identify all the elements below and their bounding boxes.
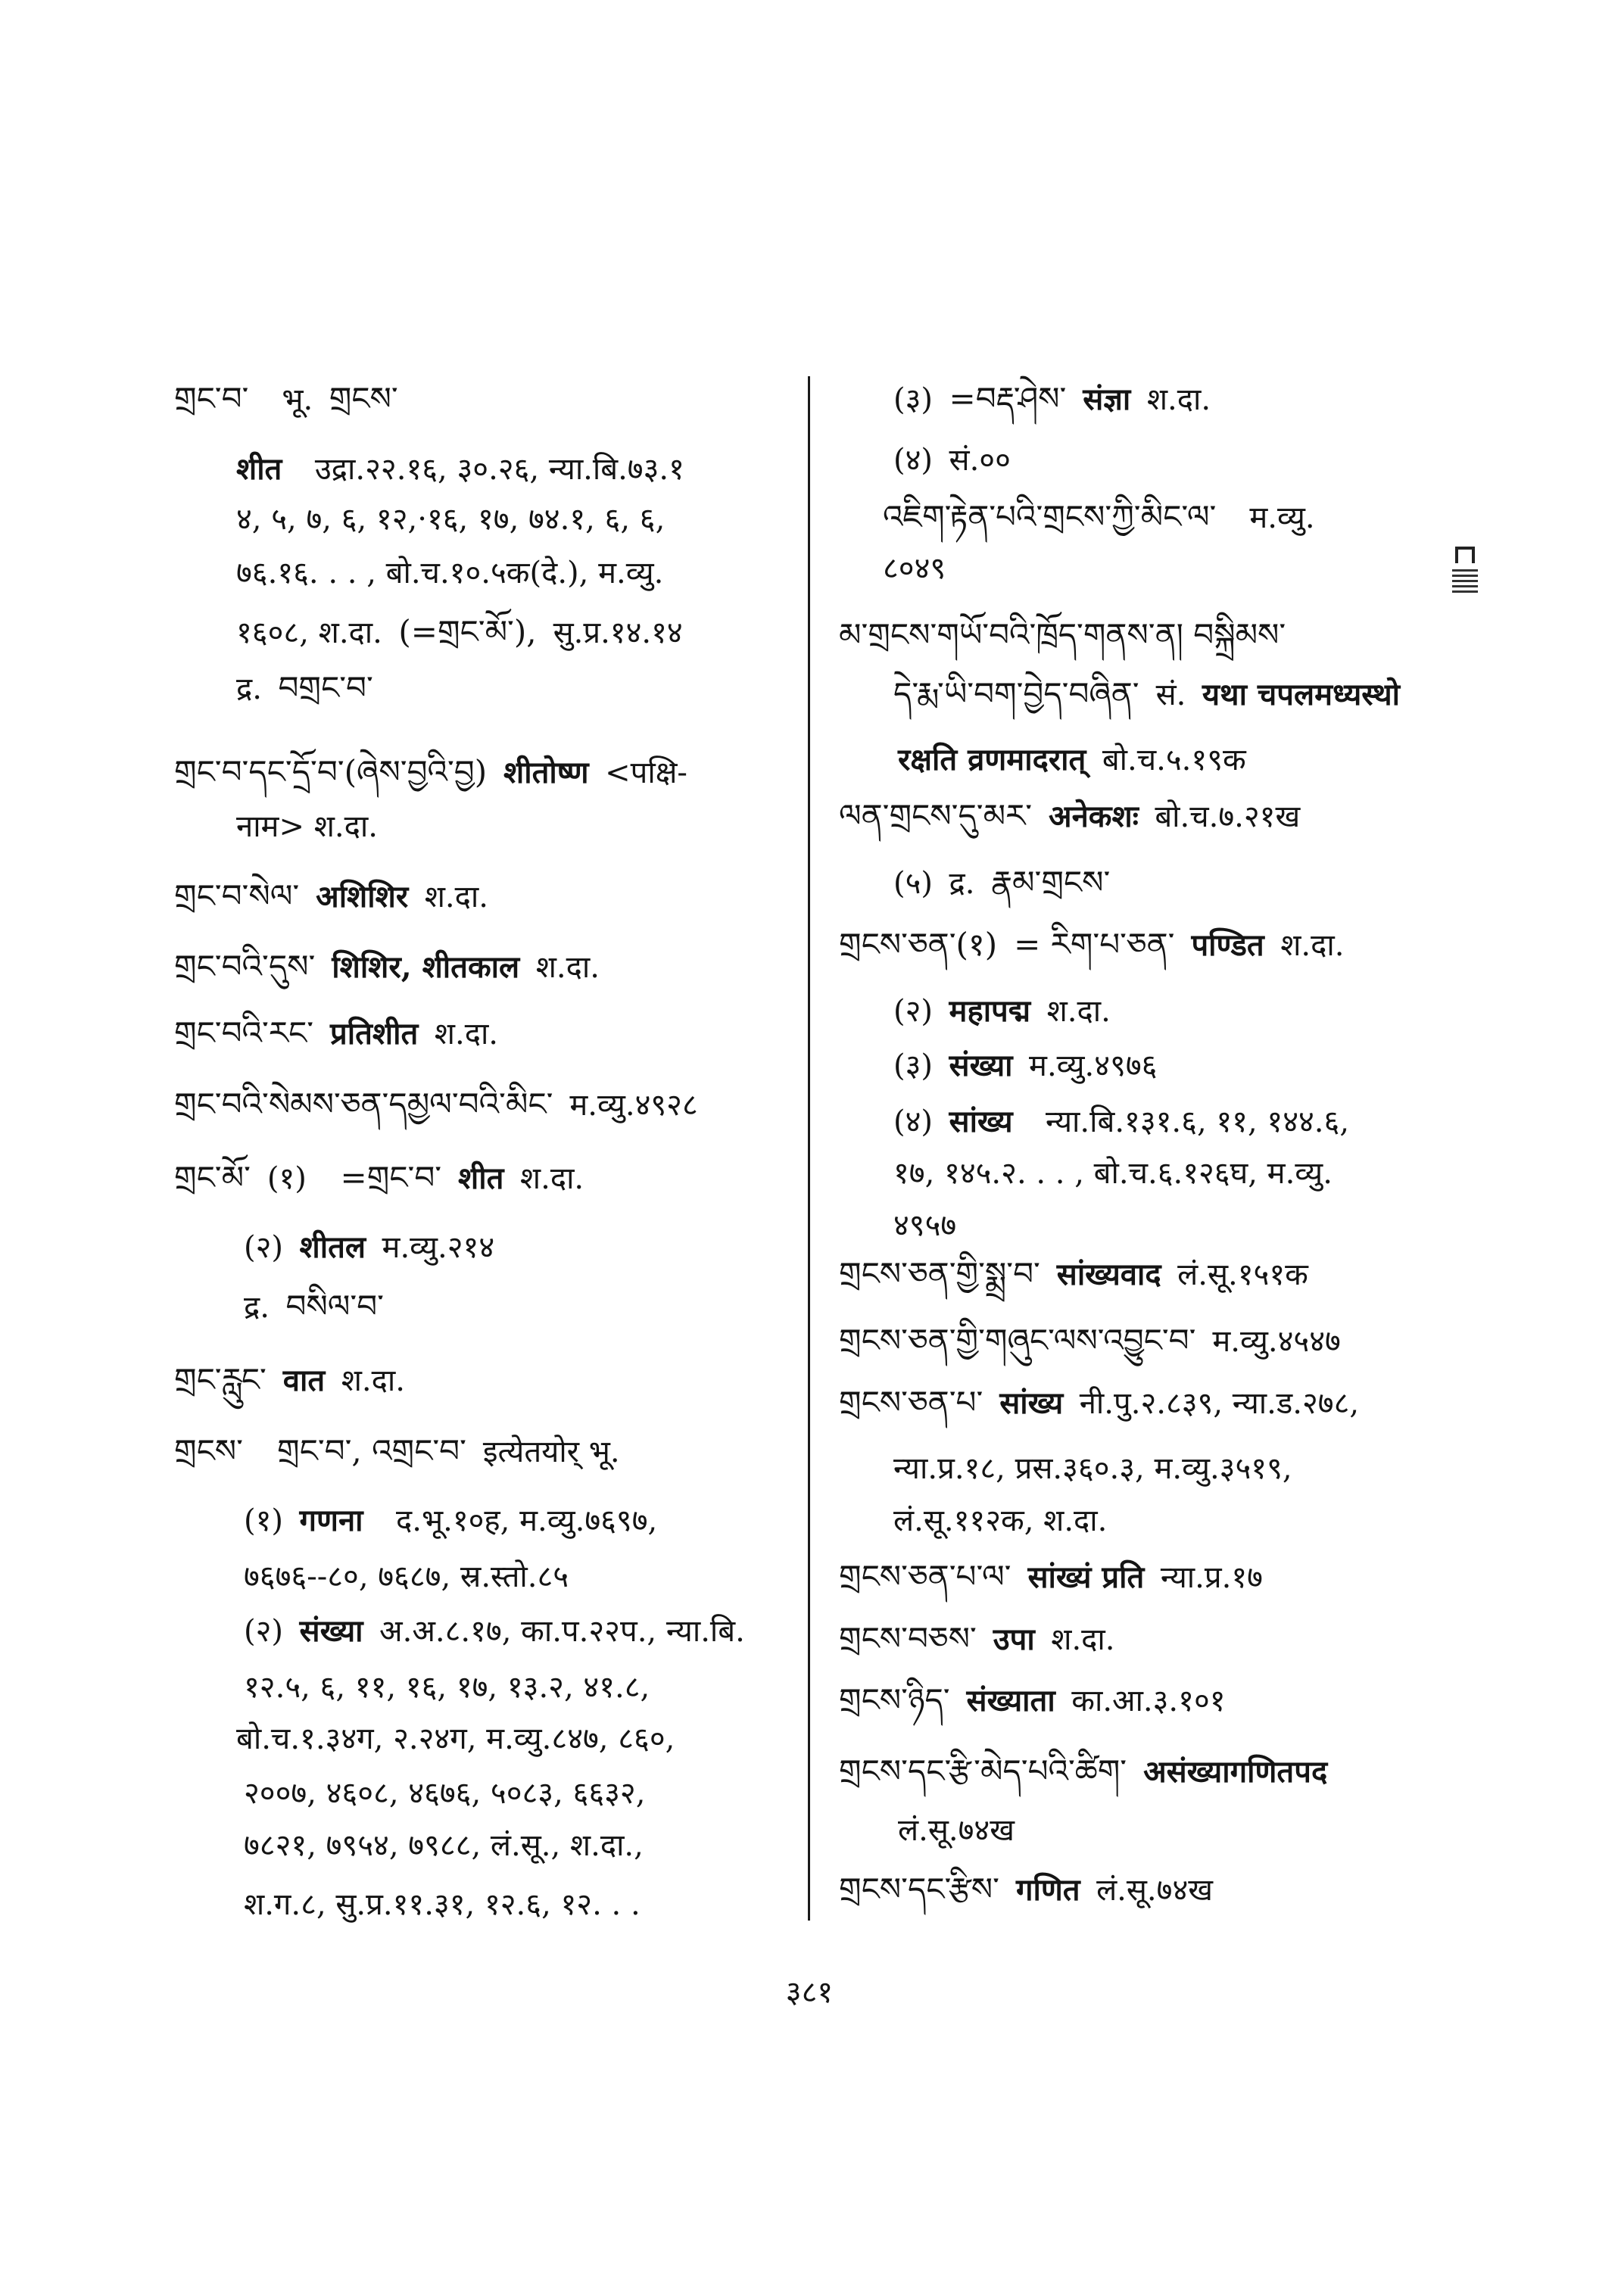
entry-line <box>236 498 672 541</box>
citation: ७८२१, ७९५४, ७९८८, लं.सू., श.दा., <box>244 1828 644 1863</box>
tibetan-term: གྲངས་ཅན་(१) <box>839 926 998 963</box>
citation: ७६७६--८०, ७६८७, स्र.स्तो.८५ <box>244 1559 569 1594</box>
entry-line <box>174 1012 505 1055</box>
thumb-index-mark <box>1452 547 1478 597</box>
citation: श.दा. <box>519 1161 584 1196</box>
thumb-index-bar <box>1452 575 1478 577</box>
sense-number: (१) <box>267 1161 307 1196</box>
thumb-index-bar <box>1452 585 1478 587</box>
tibetan-term: གྲང་བའི་དུས་ <box>174 948 316 985</box>
tibetan-synonym: =བརྡ་ཤེས་ <box>949 380 1067 417</box>
entry-line <box>893 1500 1114 1542</box>
sense-number: (२) <box>893 994 934 1029</box>
citation: उद्रा.२२.१६, ३०.२६, न्या.बि.७३.१ <box>314 452 684 487</box>
entry-line <box>236 1718 681 1760</box>
citation: ७६.१६. . . , बो.च.१०.५क(दे.), म.व्यु. <box>236 556 664 590</box>
entry-line <box>174 875 495 918</box>
entry-line <box>236 805 385 848</box>
tibetan-term: གྲངས་བཅས་ <box>839 1620 977 1657</box>
sanskrit-equivalent: सांख्य <box>949 1104 1013 1139</box>
entry-line <box>244 1556 575 1598</box>
citation: श.दा. <box>1280 928 1345 963</box>
entry-line <box>839 924 1351 967</box>
citation: सु.प्र.१४.१४ <box>553 615 683 650</box>
entry-line <box>893 673 1407 716</box>
entry-line <box>839 1382 1366 1425</box>
tibetan-term: གྲང་བ་ <box>174 380 249 417</box>
sense-number: (१) <box>244 1503 284 1538</box>
entry-line <box>839 614 1292 657</box>
sanskrit-equivalent: सांख्यवाद <box>1056 1257 1161 1292</box>
entry-line <box>174 751 694 794</box>
entry-line <box>893 861 1117 905</box>
tibetan-synonym: (=གྲང་མོ་), <box>398 613 537 650</box>
tibetan-term: གྲངས་ཅན་པ་ <box>839 1384 983 1421</box>
entry-line <box>893 1101 1356 1143</box>
entry-line <box>174 1359 412 1402</box>
entry-line <box>244 1883 647 1926</box>
cross-reference-label: द्र. <box>244 1290 270 1325</box>
entry-line <box>839 1556 1270 1599</box>
entry-line <box>893 1204 963 1247</box>
thumb-index-bar <box>1452 580 1478 582</box>
thumb-index-bar <box>1452 590 1478 593</box>
tibetan-term: འཇིག་རྟེན་པའི་གྲངས་ཀྱི་མིང་ལ་ <box>883 498 1217 535</box>
tibetan-term: གྲང་བ་སེལ་ <box>174 877 300 914</box>
citation: नी.पु.२.८३९, न्या.ड.२७८, <box>1079 1386 1360 1421</box>
tibetan-term: གྲང་བའི་རང་ <box>174 1014 314 1051</box>
sanskrit-equivalent: संज्ञा <box>1083 382 1131 417</box>
entry-line <box>898 739 1253 781</box>
sanskrit-equivalent: असंख्यागणितपद <box>1143 1754 1328 1790</box>
sanskrit-equivalent: पण्डित <box>1191 927 1264 963</box>
citation: श.दा. <box>1046 994 1111 1029</box>
entry-line <box>236 552 670 594</box>
entry-line <box>883 547 952 590</box>
page-number: ३८१ <box>785 1975 834 2010</box>
sanskrit-equivalent: शीत <box>458 1161 504 1196</box>
cross-reference-label: द्र. <box>236 671 262 706</box>
entry-line <box>898 1809 1021 1852</box>
citation: २००७, ४६०८, ४६७६, ५०८३, ६६३२, <box>244 1776 646 1811</box>
entry-line <box>893 439 1018 481</box>
sanskrit-equivalent: संख्या <box>299 1613 363 1649</box>
entry-line <box>839 1253 1315 1296</box>
entry-line <box>839 795 1307 838</box>
entry-line <box>174 1083 705 1126</box>
citation: म.व्यु. <box>1249 500 1315 535</box>
tibetan-term: གྲངས་ཉིད་ <box>839 1681 950 1718</box>
sense-number: (३) <box>893 1048 934 1083</box>
sanskrit-equivalent: सांख्य <box>999 1385 1064 1421</box>
sense-number: (३) <box>893 382 934 417</box>
tibetan-term: གྲངས་ <box>174 1432 243 1469</box>
tibetan-verse: མ་གྲངས་གཡོ་བའི་ཁྲོད་གནས་ན། བསྐྲིམས་ <box>839 616 1286 653</box>
entry-line <box>244 1500 664 1542</box>
gloss: <पक्षि- <box>605 756 687 790</box>
tibetan-term: གྲང་མོ་ <box>174 1159 251 1196</box>
sense-number: (२) <box>244 1614 284 1649</box>
entry-line <box>236 611 690 654</box>
citation: लं.सू.१५१क <box>1177 1257 1308 1292</box>
tibetan-term: གྲངས་ <box>329 380 398 417</box>
entry-line <box>893 1447 1298 1490</box>
entry-line <box>893 378 1217 421</box>
entry-line <box>839 1868 1220 1911</box>
citation: श.ग.८, सु.प्र.११.३१, १२.६, १२. . . <box>244 1887 641 1922</box>
citation: द.भू.१०ह, म.व्यु.७६९७, <box>396 1503 658 1538</box>
citation: अ.अ.८.१७, का.प.२२प., न्या.बि. <box>379 1614 745 1649</box>
grammar-label: इत्येतयोर् भू. <box>482 1435 620 1469</box>
citation: सं.०० <box>949 443 1011 478</box>
tibetan-term: གྲངས་དང་རྩི་མེད་པའི་ཚིག་ <box>839 1752 1127 1790</box>
tibetan-term: བསིལ་བ་ <box>285 1288 384 1325</box>
sanskrit-equivalent: अनेकशः <box>1049 799 1139 834</box>
citation: न्या.प्र.१७ <box>1160 1560 1263 1595</box>
citation: श.दा. <box>1146 382 1211 417</box>
sanskrit-equivalent: वात <box>282 1363 326 1398</box>
sanskrit-equivalent: शिशिर, शीतकाल <box>332 949 520 985</box>
entry-line <box>893 1152 1339 1195</box>
citation: ४९५७ <box>893 1208 957 1243</box>
citation: न्या.प्र.१८, प्रस.३६०.३, म.व्यु.३५१९, <box>893 1451 1292 1486</box>
citation: न्या.बि.१३१.६, ११, १४४.६, <box>1046 1104 1350 1139</box>
entry-line <box>839 1618 1121 1661</box>
sense-number: (४) <box>893 443 934 478</box>
gloss: नाम> श.दा. <box>236 809 378 844</box>
citation: ८०४९ <box>883 551 946 586</box>
tibetan-term: གྲང་རླུང་ <box>174 1361 267 1398</box>
citation: लं.सू.११२क, श.दा. <box>893 1503 1108 1538</box>
entry-line <box>839 1679 1232 1722</box>
sanskrit-equivalent: गणित <box>1015 1872 1080 1908</box>
entry-line <box>839 1319 1348 1363</box>
entry-line <box>244 1610 752 1653</box>
sanskrit-equivalent: महापद्म <box>949 993 1031 1029</box>
tibetan-term: གྲངས་ཅན་གྱི་གཞུང་ལས་འབྱུང་བ་ <box>839 1322 1196 1359</box>
citation: बो.च.७.२१ख <box>1155 799 1301 834</box>
sanskrit-equivalent: शीतल <box>299 1229 366 1265</box>
left-column <box>151 0 803 2293</box>
sanskrit-equivalent: शीत <box>236 451 282 487</box>
tibetan-term: རྣམ་གྲངས་ <box>991 864 1111 901</box>
sanskrit-verse: यथा चपलमध्यस्थो <box>1202 677 1400 712</box>
tibetan-term: བགྲང་བ་ <box>278 669 373 706</box>
tibetan-term: ལན་གྲངས་དུ་མར་ <box>839 797 1033 834</box>
entry-line <box>236 667 380 710</box>
sense-number: (४) <box>893 1104 934 1139</box>
citation: श.दा. <box>341 1363 405 1398</box>
citation: लं.सू.७४ख <box>898 1813 1015 1848</box>
thumb-index-glyph <box>1455 547 1475 563</box>
entry-line <box>174 378 405 421</box>
tibetan-term: གྲངས་དང་རྩིས་ <box>839 1871 999 1908</box>
citation: ४, ५, ७, ६, १२,·१६, १७, ७४.१, ६, ६, <box>236 502 665 537</box>
tibetan-term: གྲངས་ཅན་གྱི་སྨྲ་བ་ <box>839 1255 1040 1292</box>
language-label: सं. <box>1155 678 1186 712</box>
citation: म.व्यु.४९७६ <box>1029 1048 1158 1083</box>
sanskrit-equivalent: शीतोष्ण <box>503 755 589 790</box>
entry-line <box>893 990 1117 1033</box>
entry-line <box>244 1666 656 1709</box>
sanskrit-equivalent: प्रतिशीत <box>330 1016 419 1051</box>
entry-line <box>883 496 1321 539</box>
entry-line <box>236 448 691 491</box>
tibetan-synonym: =གྲང་བ་ <box>340 1159 442 1196</box>
citation: श.दा. <box>535 950 600 985</box>
sense-number: (५) <box>893 866 934 901</box>
entry-line <box>174 946 606 989</box>
citation: म.व्यु.४९२८ <box>569 1088 698 1123</box>
citation: श.दा. <box>424 880 488 914</box>
right-column <box>821 0 1526 2293</box>
citation: १२.५, ६, ११, १६, १७, १३.२, ४१.८, <box>244 1670 650 1705</box>
sense-number: (२) <box>244 1230 284 1265</box>
entry-line <box>244 1226 501 1269</box>
citation: बो.च.५.१९क <box>1102 743 1246 777</box>
sanskrit-equivalent: संख्या <box>949 1048 1013 1083</box>
sanskrit-equivalent: अशिशिर <box>316 879 409 914</box>
tibetan-verse: དེ་རྨ་ཡི་བག་བྱེད་བཞིན་ <box>893 675 1139 712</box>
citation: लं.सू.७४ख <box>1096 1873 1213 1908</box>
tibetan-synonym: གྲང་བ་, འགྲང་བ་ <box>277 1432 466 1469</box>
grammar-label: भू. <box>282 382 313 417</box>
column-divider <box>808 376 810 1921</box>
entry-line <box>244 1772 652 1815</box>
entry-line <box>174 1430 626 1473</box>
entry-line <box>893 1045 1164 1087</box>
entry-line <box>174 1157 591 1200</box>
sanskrit-verse: रक्षति व्रणमादरात् <box>898 742 1086 777</box>
entry-line <box>244 1285 391 1329</box>
citation: बो.च.१.३४ग, २.२४ग, म.व्यु.८४७, ८६०, <box>236 1721 675 1756</box>
citation: १६०८, श.दा. <box>236 615 382 650</box>
entry-line <box>244 1824 650 1867</box>
citation: का.आ.३.१०१ <box>1071 1684 1226 1718</box>
tibetan-synonym: = རིག་པ་ཅན་ <box>1014 926 1175 963</box>
sanskrit-equivalent: संख्याता <box>966 1683 1055 1718</box>
sanskrit-equivalent: गणना <box>299 1503 363 1538</box>
sanskrit-equivalent: उपा <box>993 1622 1035 1657</box>
citation: श.दा. <box>1051 1622 1115 1657</box>
cross-reference-label: द्र. <box>949 866 975 901</box>
citation: म.व्यु.४५४७ <box>1212 1324 1341 1359</box>
citation: १७, १४५.२. . . , बो.च.६.१२६घ, म.व्यु. <box>893 1156 1333 1191</box>
sanskrit-equivalent: सांख्यं प्रति <box>1027 1559 1145 1595</box>
tibetan-term: གྲངས་ཅན་པ་ལ་ <box>839 1558 1011 1595</box>
citation: श.दा. <box>434 1017 499 1051</box>
tibetan-term: གྲང་བའི་སེམས་ཅན་དམྱལ་བའི་མིང་ <box>174 1086 553 1123</box>
tibetan-term: གྲང་བ་དང་དྲོ་བ་(ཞེས་བྱའི་བྱ) <box>174 753 488 790</box>
entry-line <box>839 1750 1334 1793</box>
citation: म.व्यु.२१४ <box>382 1230 495 1265</box>
thumb-index-bar <box>1452 569 1478 572</box>
